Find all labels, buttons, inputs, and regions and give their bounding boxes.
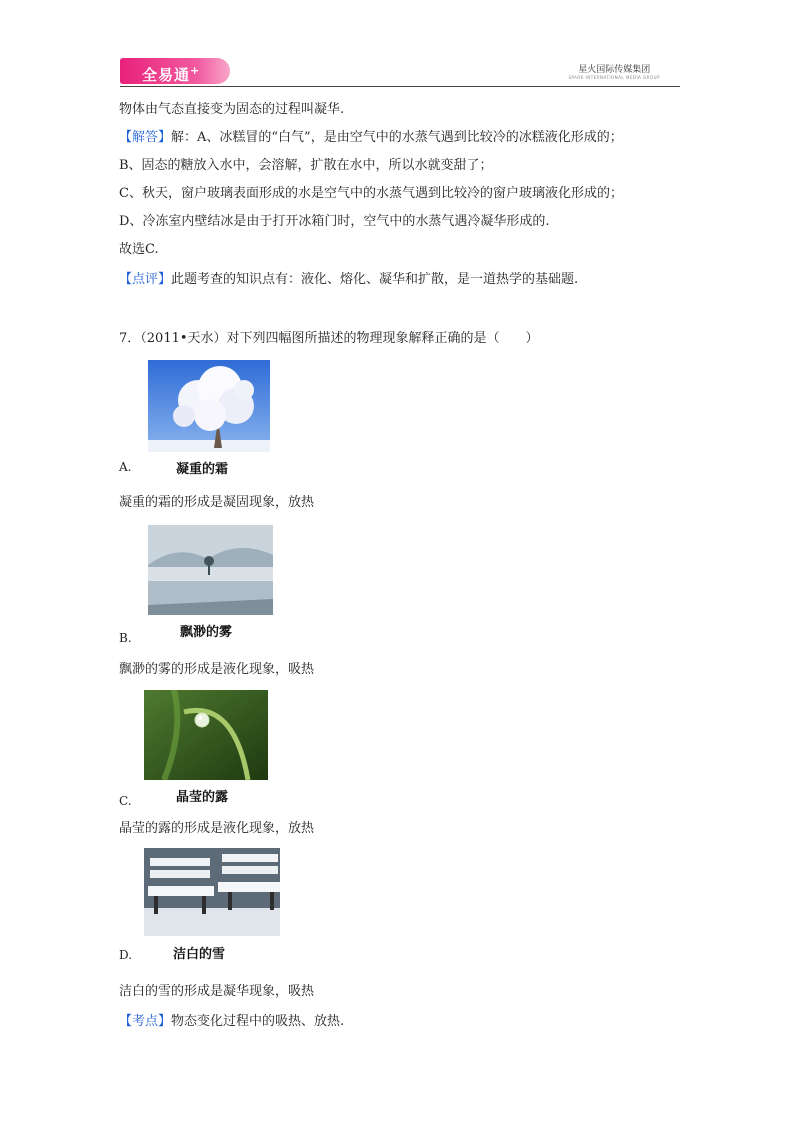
misty-lake-image bbox=[148, 525, 273, 615]
kaodian-text: 物态变化过程中的吸热、放热. bbox=[171, 1014, 345, 1029]
text-line: D、冷冻室内壁结冰是由于打开冰箱门时，空气中的水蒸气遇冷凝华形成的. bbox=[119, 214, 550, 229]
text-line: B、固态的糖放入水中，会溶解，扩散在水中，所以水就变甜了； bbox=[119, 158, 493, 173]
answer-tag: 【解答】 bbox=[119, 130, 172, 145]
text-line: C、秋天，窗户玻璃表面形成的水是空气中的水蒸气遇到比较冷的窗户玻璃液化形成的； bbox=[119, 186, 623, 201]
option-text-c: 晶莹的露的形成是液化现象，放热 bbox=[119, 821, 315, 836]
caption-a: 凝重的霜 bbox=[176, 462, 229, 477]
text-line: 故选C. bbox=[119, 242, 159, 257]
answer-line bbox=[119, 129, 623, 147]
caption-d: 洁白的雪 bbox=[173, 947, 226, 962]
option-text-b: 飘渺的雾的形成是液化现象，吸热 bbox=[119, 662, 315, 677]
page-header bbox=[120, 54, 680, 90]
dew-drop-image bbox=[144, 690, 268, 780]
answer-text: 解：A、冰糕冒的“白气”，是由空气中的水蒸气遇到比较冷的冰糕液化形成的； bbox=[171, 130, 623, 145]
snowy-bench-image bbox=[144, 848, 280, 936]
company-title: 星火国际传媒集团 bbox=[578, 65, 651, 75]
kaodian-line bbox=[119, 1013, 344, 1031]
comment-tag: 【点评】 bbox=[119, 272, 172, 287]
logo-text: 全易通 bbox=[142, 66, 191, 84]
comment-text: 此题考查的知识点有：液化、熔化、凝华和扩散，是一道热学的基础题. bbox=[171, 272, 579, 287]
caption-c: 晶莹的露 bbox=[176, 790, 229, 805]
company-subtitle: SPARK INTERNATIONAL MEDIA GROUP bbox=[568, 75, 660, 80]
caption-b: 飘渺的雾 bbox=[180, 625, 233, 640]
option-letter-c: C. bbox=[119, 794, 132, 808]
text-line: 物体由气态直接变为固态的过程叫凝华. bbox=[119, 102, 345, 117]
option-letter-d: D. bbox=[119, 948, 133, 962]
option-letter-b: B. bbox=[119, 631, 132, 645]
logo bbox=[120, 58, 230, 84]
header-rule bbox=[120, 86, 680, 87]
comment-line bbox=[119, 271, 578, 289]
option-text-d: 洁白的雪的形成是凝华现象，吸热 bbox=[119, 984, 315, 999]
option-letter-a: A. bbox=[119, 460, 132, 474]
question-stem: 7．（2011•天水）对下列四幅图所描述的物理现象解释正确的是（ ） bbox=[119, 331, 539, 346]
company-name bbox=[568, 62, 660, 80]
logo-plus: + bbox=[190, 64, 201, 77]
option-text-a: 凝重的霜的形成是凝固现象，放热 bbox=[119, 495, 315, 510]
frost-tree-image bbox=[148, 360, 270, 452]
kaodian-tag: 【考点】 bbox=[119, 1014, 172, 1029]
